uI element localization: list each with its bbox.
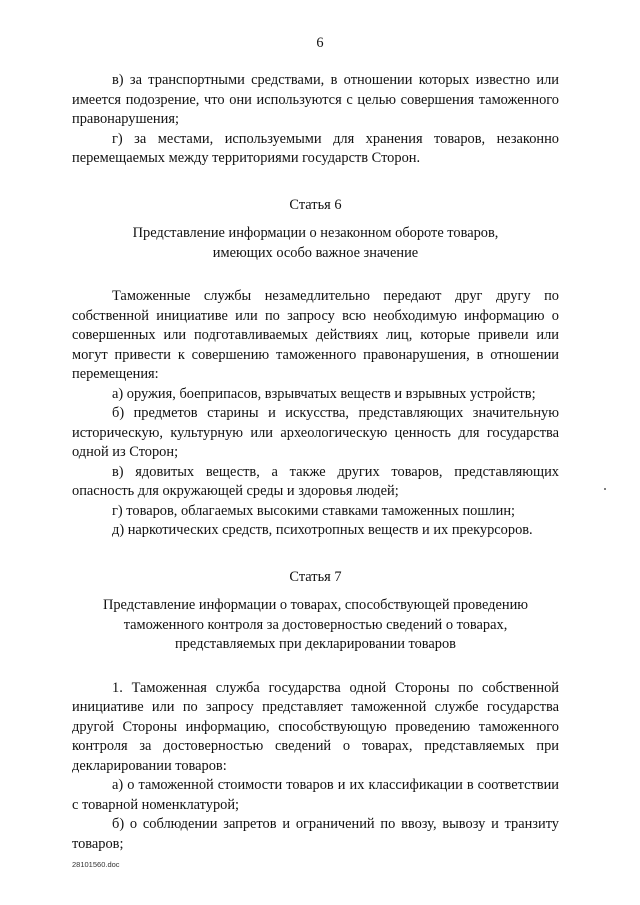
article-7-heading: Статья 7 — [289, 568, 342, 585]
article-6-intro: Таможенные службы незамедлительно передают друг другу по собственной инициативе или по запросу всю необходимую информацию о совершенных или подготавливаемых действиях лиц, которые привели или могут привести к совершению таможенного правонарушения, в отношении перемещения: — [72, 288, 559, 382]
article-6-title: Представление информации о незаконном обороте товаров, имеющих особо важное значение — [132, 225, 499, 261]
article-7-item-b: б) о соблюдении запретов и ограничений по ввозу, вывозу и транзиту товаров; — [72, 816, 559, 852]
scan-speck — [604, 488, 606, 490]
article-6-heading: Статья 6 — [289, 196, 342, 213]
footer-file-code: 28101560.doc — [72, 860, 120, 869]
article-7-title: Представление информации о товарах, способствующей проведению таможенного контроля за достоверностью сведений о товарах, представляемых при декларировании товаров — [102, 597, 529, 652]
article-6-item-v: в) ядовитых веществ, а также других товаров, представляющих опасность для окружающей среды и здоровья людей; — [72, 463, 559, 499]
paragraph-v-vehicles: в) за транспортными средствами, в отношении которых известно или имеется подозрение, что они используются с целью совершения таможенного правонарушения; — [72, 72, 559, 127]
article-6-item-a: а) оружия, боеприпасов, взрывчатых веществ и взрывных устройств; — [112, 385, 536, 402]
page-number: 6 — [316, 35, 324, 51]
article-6-item-d: д) наркотических средств, психотропных веществ и их прекурсоров. — [112, 522, 533, 538]
article-6-item-g: г) товаров, облагаемых высокими ставками таможенных пошлин; — [112, 502, 516, 519]
article-6-item-b: б) предметов старины и искусства, представляющих значительную историческую, культурную или археологическую ценность для государства одной из Сторон; — [72, 405, 559, 460]
paragraph-g-storage-places: г) за местами, используемыми для хранения товаров, незаконно перемещаемых между территориями государств Сторон. — [72, 130, 559, 166]
document-body — [72, 71, 559, 854]
article-7-item-a: а) о таможенной стоимости товаров и их классификации в соответствии с товарной номенклатурой; — [72, 777, 559, 813]
article-7-point-1: 1. Таможенная служба государства одной Стороны по собственной инициативе или по запросу представляет таможенной службе государства другой Стороны информацию, способствующую проведению таможенного контроля за достоверностью сведений о товарах, представляемых при декларировании товаров: — [72, 679, 559, 774]
